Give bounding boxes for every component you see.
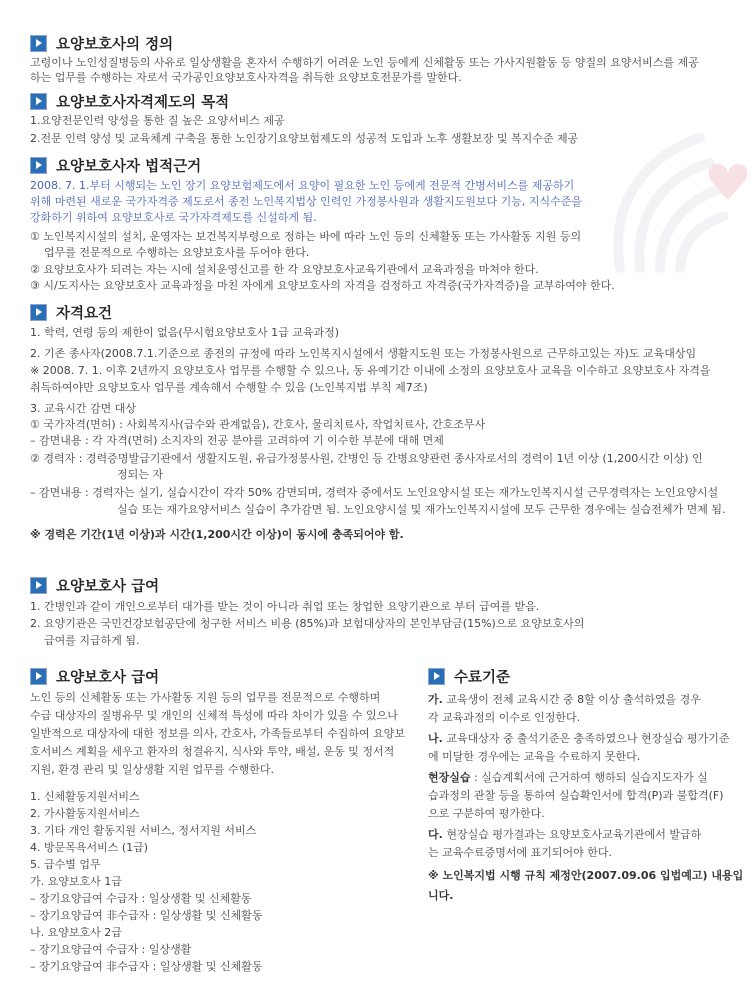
completion-note: ※ 노인복지법 시행 규칙 제정안(2007.09.06 입법예고) 내용입 [428, 869, 744, 882]
completion-line: 각 교육과정의 이수로 인정한다. [428, 711, 581, 724]
duties-intro-line: 호서비스 계획을 세우고 환자의 청결유지, 식사와 투약, 배설, 운동 및 정서적 [30, 745, 395, 758]
completion-line: 가. 교육생이 전체 교육시간 중 8할 이상 출석하였을 경우 [428, 693, 701, 706]
duties-list-item: 가. 요양보호사 1급 [30, 875, 122, 888]
purpose-line: 2.전문 인력 양성 및 교육체계 구축을 통한 노인장기요양보험제도의 성공적 도입과 노후 생활보장 및 복지수준 제공 [30, 132, 579, 145]
duties-list-item: 1. 신체활동지원서비스 [30, 790, 140, 803]
completion-line: 는 교육수료증명서에 표기되어야 한다. [428, 846, 613, 859]
play-icon [30, 35, 47, 52]
section-header-legal [30, 155, 201, 175]
play-icon [30, 577, 47, 594]
legal-line: ① 노인복지시설의 설치, 운영자는 보건복지부령으로 정하는 바에 따라 노인 등의 신체활동 또는 가사활동 지원 등의 [30, 230, 582, 243]
completion-line: 현장실습 : 실습계획서에 근거하여 행하되 실습지도자가 실 [428, 771, 708, 784]
qualification-line: 2. 기존 종사자(2008.7.1.기준으로 종전의 규정에 따라 노인복지시설에서 생활지도원 또는 가정봉사원으로 근무하고있는 자)도 교육대상임 [30, 347, 697, 360]
completion-label: 다. [428, 828, 443, 841]
duties-list-item: – 장기요양급여 非수급자 : 일상생활 및 신체활동 [30, 909, 263, 922]
qualification-line: – 감면내용 : 각 자격(면허) 소지자의 전공 분야를 고려하여 기 이수한 부분에 대해 면제 [30, 434, 444, 447]
duties-intro-line: 일반적으로 대상자에 대한 정보를 의사, 간호사, 가족들로부터 수집하여 요양보 [30, 727, 405, 740]
section-title: 자격요건 [56, 305, 113, 322]
wage-line: 2. 요양기관은 국민건강보험공단에 청구한 서비스 비용 (85%)과 보험대상자의 본인부담금(15%)으로 요양보호사의 [30, 617, 585, 630]
wage-line: 급여를 지급하게 됨. [44, 634, 140, 647]
qualification-line: 1. 학력, 연령 등의 제한이 없음(무시험요양보호사 1급 교육과정) [30, 326, 340, 339]
play-icon [428, 668, 445, 685]
completion-label: 현장실습 [428, 771, 471, 784]
section-title: 요양보호사 급여 [56, 578, 160, 595]
completion-label: 나. [428, 732, 443, 745]
duties-list-item: 2. 가사활동지원서비스 [30, 807, 140, 820]
completion-line: 에 미달한 경우에는 교육을 수료하지 못한다. [428, 750, 641, 763]
duties-intro-line: 지원, 환경 관리 및 일상생활 지원 업무를 수행한다. [30, 763, 274, 776]
section-header-completion [428, 666, 510, 686]
qualification-line: ① 국가자격(면허) : 사회복지사(급수와 관계없음), 간호사, 물리치료사, 작업치료사, 간호조무사 [30, 418, 486, 431]
definition-line: 고령이나 노인성질병등의 사유로 일상생활을 혼자서 수행하기 어려운 노인 등에게 신체활동 또는 가사지원활동 등 양질의 요양서비스를 제공 [30, 56, 699, 69]
purpose-line: 1.요양전문인력 양성을 통한 질 높은 요양서비스 제공 [30, 114, 285, 127]
qualification-line: – 감면내용 : 경력자는 실기, 실습시간이 각각 50% 감면되며, 경력자 중에서도 노인요양시설 또는 재가노인복지시설 근무경력자는 노인요양시설 [30, 486, 719, 499]
section-title: 요양보호사자 법적근거 [56, 158, 202, 175]
duties-list-item: 4. 방문목욕서비스 (1급) [30, 841, 149, 854]
section-header-wage [30, 575, 159, 595]
legal-intro-line: 2008. 7. 1.부터 시행되는 노인 장기 요양보험제도에서 요양이 필요한 노인 등에게 전문적 간병서비스를 제공하기 [30, 179, 575, 192]
qualification-line: 실습 또는 재가요양서비스 실습이 추가감면 됨. 노인요양시설 및 재가노인복지시설에 모두 근무한 경우에는 실습전체가 면제 됨. [117, 503, 726, 516]
qualification-line: 정되는 자 [117, 468, 164, 481]
section-title: 요양보호사 급여 [56, 669, 160, 686]
wing-heart-decoration [600, 118, 750, 278]
qualification-line: 3. 교육시간 감면 대상 [30, 402, 136, 415]
completion-line: 나. 교육대상자 중 출석기준은 충족하였으나 현장실습 평가기준 [428, 732, 730, 745]
completion-label: 가. [428, 693, 443, 706]
legal-line: ③ 시/도지사는 요양보호사 교육과정을 마친 자에게 요양보호사의 자격을 검정하고 자격증(국가자격증)을 교부하여야 한다. [30, 279, 615, 292]
duties-list-item: 나. 요양보호사 2급 [30, 926, 122, 939]
legal-line: 업무를 전문적으로 수행하는 요양보호사를 두어야 한다. [44, 246, 310, 259]
duties-intro-line: 노인 등의 신체활동 또는 가사활동 지원 등의 업무를 전문적으로 수행하며 [30, 691, 381, 704]
section-title: 요양보호사자격제도의 목적 [56, 94, 230, 111]
completion-line: 다. 현장실습 평가결과는 요양보호사교육기관에서 발급하 [428, 828, 702, 841]
duties-list-item: – 장기요양급여 非수급자 : 일상생활 및 신체활동 [30, 960, 263, 973]
completion-line: 습과정의 관찰 등을 통하여 실습확인서에 합격(P)과 불합격(F) [428, 789, 724, 802]
definition-line: 하는 업무를 수행하는 자로서 국가공인요양보호사자격을 취득한 요양보호전문가를 말한다. [30, 71, 462, 84]
play-icon [30, 304, 47, 321]
play-icon [30, 157, 47, 174]
duties-intro-line: 수급 대상자의 질병유무 및 개인의 신체적 특성에 따라 차이가 있을 수 있으나 [30, 709, 398, 722]
section-title: 수료기준 [454, 669, 511, 686]
duties-list-item: 3. 기타 개인 활동지원 서비스, 정서지원 서비스 [30, 824, 257, 837]
section-header-definition [30, 33, 173, 53]
section-header-purpose [30, 91, 229, 111]
qualification-line: ② 경력자 : 경력증명발급기관에서 생활지도원, 유급가정봉사원, 간병인 등 간병요양관련 종사자로서의 경력이 1년 이상 (1,200시간 이상) 인 [30, 452, 703, 465]
section-header-qualification [30, 302, 112, 322]
qualification-line: ※ 2008. 7. 1. 이후 2년까지 요양보호사 업무를 수행할 수 있으나, 동 유예기간 이내에 소정의 요양보호사 교육을 이수하고 요양보호사 자격을 [30, 364, 711, 377]
qualification-line: 취득하여야만 요양보호사 업무를 계속해서 수행할 수 있음 (노인복지법 부칙 제7조) [30, 381, 428, 394]
legal-line: ② 요양보호사가 되려는 자는 시에 설치운영신고를 한 각 요양보호사교육기관에서 교육과정을 마쳐야 한다. [30, 263, 539, 276]
play-icon [30, 668, 47, 685]
qualification-note: ※ 경력은 기간(1년 이상)과 시간(1,200시간 이상)이 동시에 충족되어야 함. [30, 528, 404, 541]
section-header-duties [30, 666, 159, 686]
wage-line: 1. 간병인과 같이 개인으로부터 대가를 받는 것이 아니라 취업 또는 창업한 요양기관으로 부터 급여를 받음. [30, 600, 540, 613]
legal-intro-line: 강화하기 위하여 요양보호사로 국가자격제도를 신설하게 됨. [30, 211, 317, 224]
legal-intro-line: 위해 마련된 새로운 국가자격증 제도로서 종전 노인복지법상 인력인 가정봉사원과 생활지도원보다 기능, 지식수준을 [30, 195, 583, 208]
duties-list-item: – 장기요양급여 수급자 : 일상생활 및 신체활동 [30, 892, 252, 905]
completion-note: 니다. [428, 889, 454, 902]
section-title: 요양보호사의 정의 [56, 36, 174, 53]
duties-list-item: – 장기요양급여 수급자 : 일상생활 [30, 943, 192, 956]
play-icon [30, 93, 47, 110]
completion-line: 으로 구분하여 평가한다. [428, 807, 545, 820]
duties-list-item: 5. 급수별 업무 [30, 858, 101, 871]
